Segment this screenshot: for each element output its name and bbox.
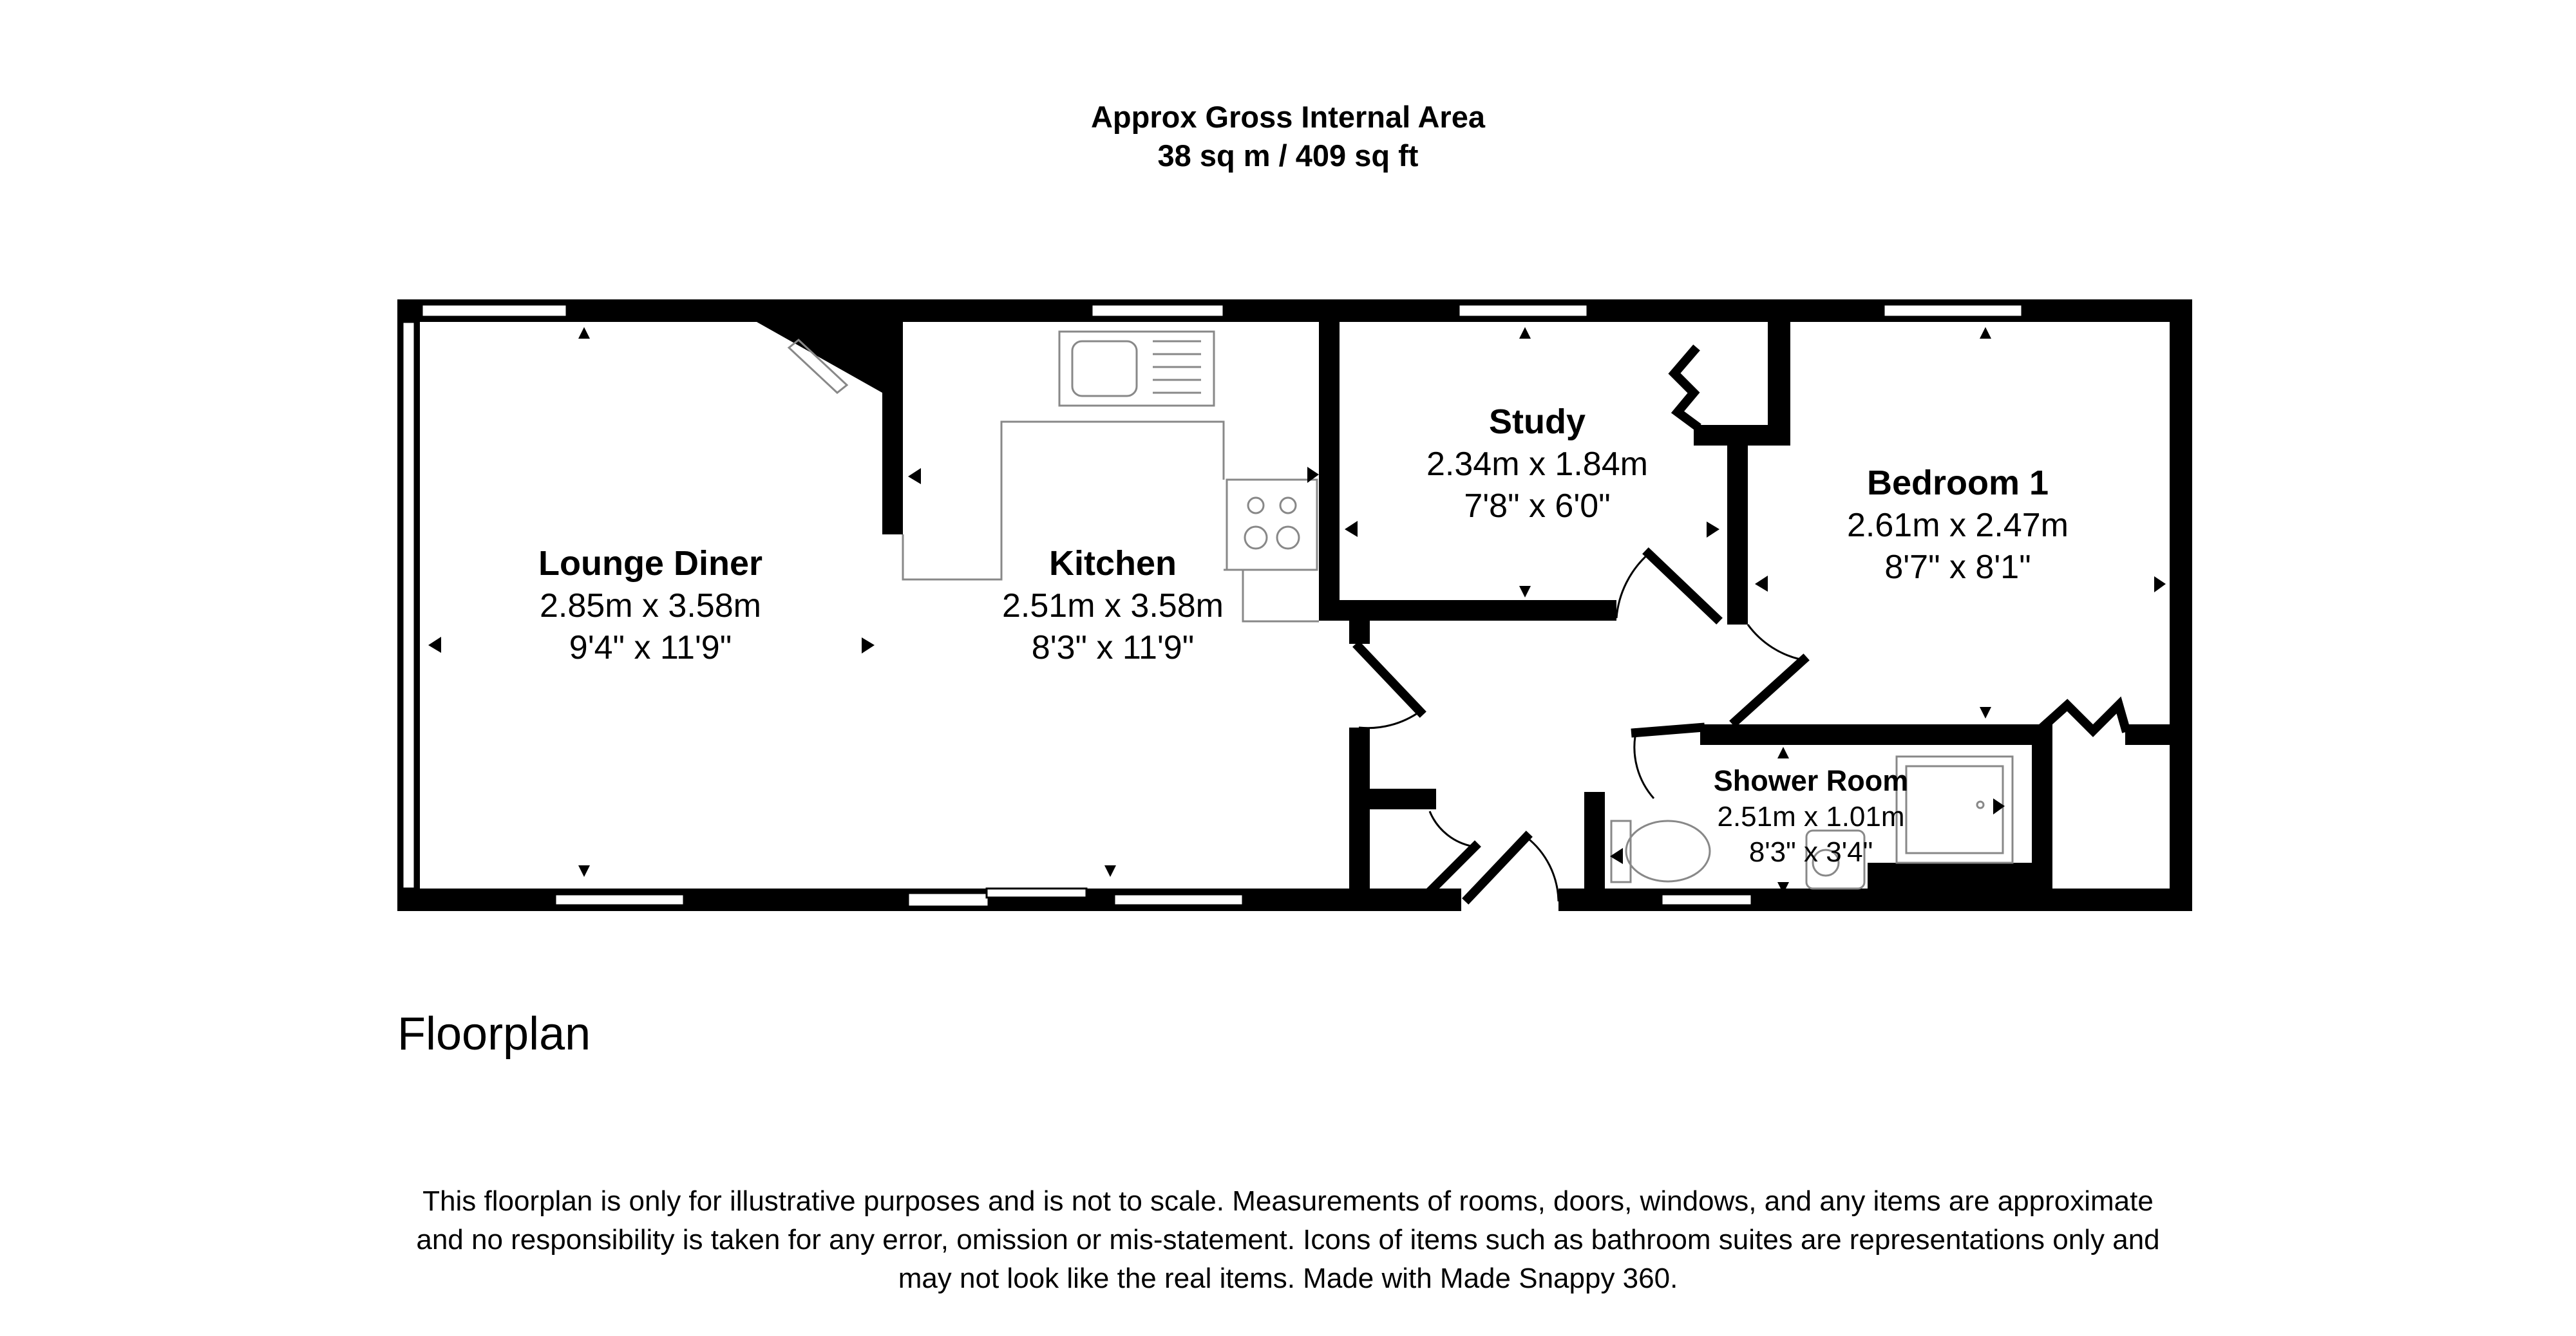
room-name: Study [1488, 402, 1586, 441]
room-imperial: 8'3" x 3'4" [1748, 836, 1873, 868]
room-imperial: 9'4" x 11'9" [569, 629, 732, 666]
disclaimer-line-3: may not look like the real items. Made with Made Snappy 360. [898, 1263, 1678, 1294]
room-metric: 2.85m x 3.58m [540, 587, 761, 625]
room-label-study [1426, 402, 1648, 525]
room-metric: 2.61m x 2.47m [1847, 507, 2069, 544]
room-imperial: 7'8" x 6'0" [1464, 487, 1611, 525]
room-imperial: 8'7" x 8'1" [1884, 549, 2031, 586]
room-label-lounge-diner [538, 544, 762, 666]
room-name: Lounge Diner [538, 544, 762, 583]
room-name: Bedroom 1 [1866, 464, 2049, 502]
floor-label: Floorplan [397, 1008, 591, 1060]
disclaimer-line-1: This floorplan is only for illustrative purposes and is not to scale. Measurements of rooms, doors, windows, and any items are approximate [422, 1185, 2154, 1217]
room-metric: 2.51m x 1.01m [1717, 801, 1905, 833]
area-value: 38 sq m / 409 sq ft [1157, 138, 1419, 173]
room-label-bedroom-1 [1847, 464, 2069, 586]
room-metric: 2.51m x 3.58m [1002, 587, 1224, 625]
room-imperial: 8'3" x 11'9" [1031, 629, 1195, 666]
room-label-shower-room [1714, 764, 1909, 868]
room-name: Shower Room [1713, 764, 1909, 797]
area-label: Approx Gross Internal Area [1090, 100, 1486, 134]
room-label-kitchen [1002, 544, 1224, 666]
room-metric: 2.34m x 1.84m [1426, 446, 1648, 483]
room-name: Kitchen [1048, 544, 1177, 583]
disclaimer-line-2: and no responsibility is taken for any error, omission or mis-statement. Icons of items such as bathroom suites are representations only and [416, 1224, 2160, 1256]
